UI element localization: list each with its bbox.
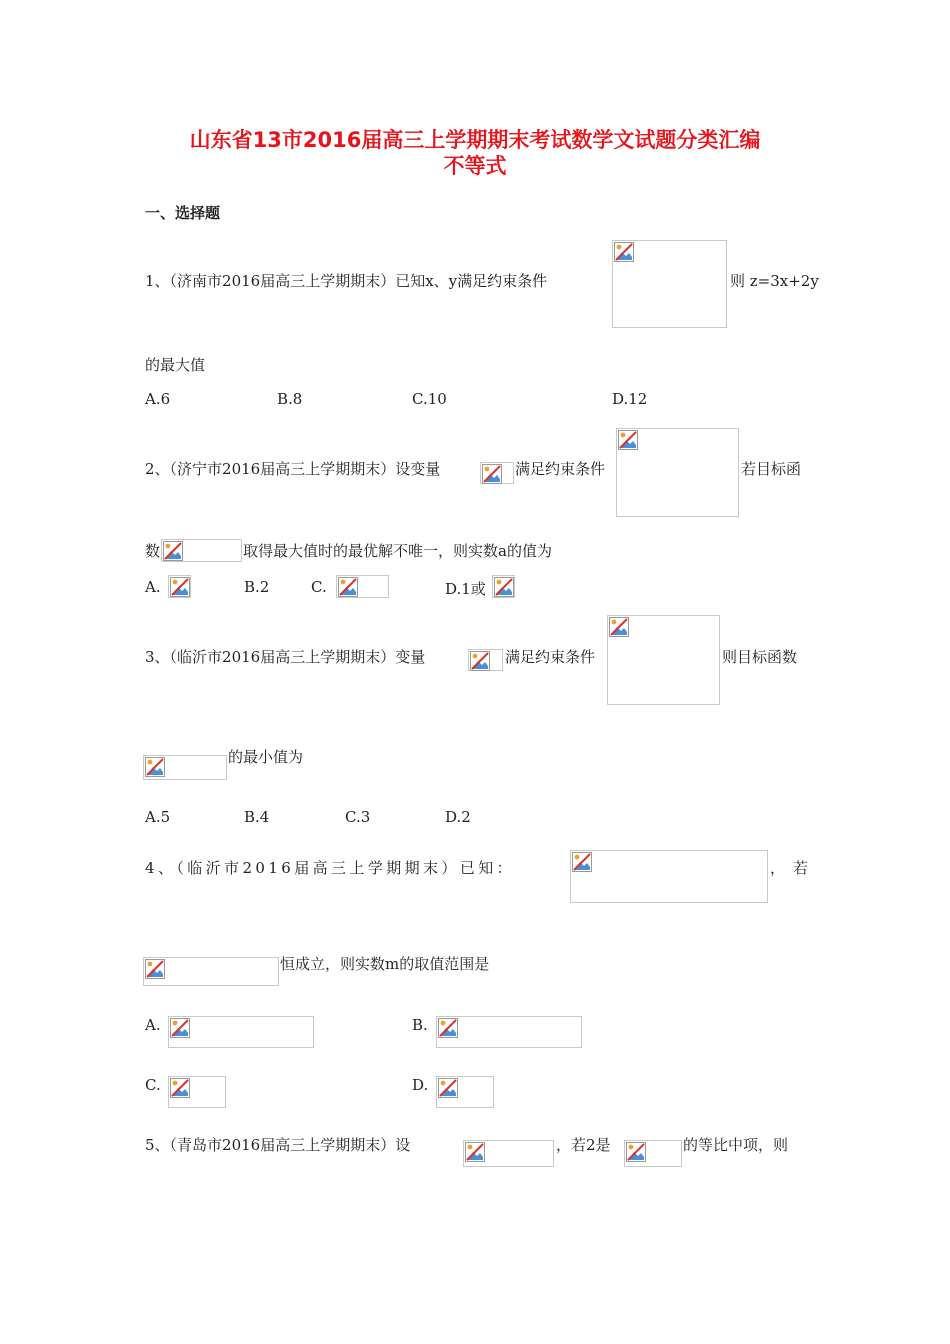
doc-title: 山东省13市2016届高三上学期期末考试数学文试题分类汇编: [189, 128, 761, 152]
q5-text: 5、（青岛市2016届高三上学期期末）设: [145, 1136, 411, 1154]
q4-text: 4、（临沂市2016届高三上学期期末）已知：: [145, 859, 516, 877]
formula-image: [143, 957, 279, 986]
q3-cont: 的最小值为: [228, 748, 304, 766]
formula-image: [570, 850, 768, 903]
broken-image-icon: [482, 464, 502, 484]
broken-image-icon: [170, 1018, 190, 1038]
q2-cont-pre: 数: [145, 542, 161, 560]
option-image: [492, 575, 515, 598]
q3-option-d: D.2: [445, 808, 471, 826]
option-image: [436, 1076, 494, 1108]
q4-option-c: C.: [145, 1076, 161, 1094]
option-image: [168, 1076, 226, 1108]
broken-image-icon: [170, 1078, 190, 1098]
variable-image: [480, 462, 514, 484]
q4-option-a: A.: [145, 1016, 161, 1034]
q5-text3: 的等比中项，则: [683, 1136, 789, 1154]
formula-image: [161, 539, 242, 562]
broken-image-icon: [470, 651, 490, 671]
doc-subtitle: 不等式: [443, 154, 507, 178]
broken-image-icon: [170, 577, 190, 597]
option-image: [436, 1016, 582, 1048]
q1-option-d: D.12: [612, 390, 648, 408]
option-image: [168, 1016, 314, 1048]
q4-option-d: D.: [412, 1076, 429, 1094]
q3-option-b: B.4: [244, 808, 270, 826]
q2-cont-post: 取得最大值时的最优解不唯一，则实数a的值为: [243, 542, 552, 560]
q4-option-b: B.: [412, 1016, 428, 1034]
broken-image-icon: [614, 242, 634, 262]
broken-image-icon: [145, 757, 165, 777]
q2-option-a: A.: [145, 578, 161, 596]
broken-image-icon: [494, 577, 514, 597]
broken-image-icon: [338, 577, 358, 597]
q3-text: 3、（临沂市2016届高三上学期期末）变量: [145, 648, 426, 666]
q3-option-c: C.3: [345, 808, 371, 826]
formula-image: [624, 1140, 682, 1167]
q4-cont: 恒成立，则实数m的取值范围是: [280, 955, 490, 973]
q2-tail: 若目标函: [741, 460, 802, 478]
broken-image-icon: [145, 959, 165, 979]
option-image: [168, 575, 191, 598]
broken-image-icon: [438, 1078, 458, 1098]
broken-image-icon: [465, 1142, 485, 1162]
q3-tail: 则目标函数: [722, 648, 798, 666]
q1-cont: 的最大值: [145, 356, 206, 374]
constraint-image: [607, 615, 720, 705]
q1-option-a: A.6: [145, 390, 171, 408]
broken-image-icon: [163, 541, 183, 561]
q2-option-b: B.2: [244, 578, 270, 596]
q2-text: 2、（济宁市2016届高三上学期期末）设变量: [145, 460, 441, 478]
q1-option-b: B.8: [277, 390, 303, 408]
broken-image-icon: [572, 852, 592, 872]
option-image: [336, 575, 389, 598]
formula-image: [463, 1140, 554, 1167]
q3-text2: 满足约束条件: [505, 648, 596, 666]
q2-text2: 满足约束条件: [515, 460, 606, 478]
q5-text2: ，若2是: [556, 1136, 611, 1154]
q2-option-d: D.1或: [445, 580, 486, 598]
constraint-image: [612, 240, 727, 328]
formula-image: [143, 755, 227, 780]
q4-tail: ，若: [770, 859, 817, 877]
q3-option-a: A.5: [145, 808, 171, 826]
section-heading: 一、选择题: [145, 204, 221, 222]
q1-option-c: C.10: [412, 390, 447, 408]
broken-image-icon: [618, 430, 638, 450]
variable-image: [468, 649, 503, 671]
q1-text: 1、（济南市2016届高三上学期期末）已知x、y满足约束条件: [145, 272, 548, 290]
q1-tail: 则 z=3x+2y: [730, 272, 819, 290]
broken-image-icon: [609, 617, 629, 637]
broken-image-icon: [626, 1142, 646, 1162]
broken-image-icon: [438, 1018, 458, 1038]
constraint-image: [616, 428, 739, 517]
q2-option-c: C.: [311, 578, 327, 596]
